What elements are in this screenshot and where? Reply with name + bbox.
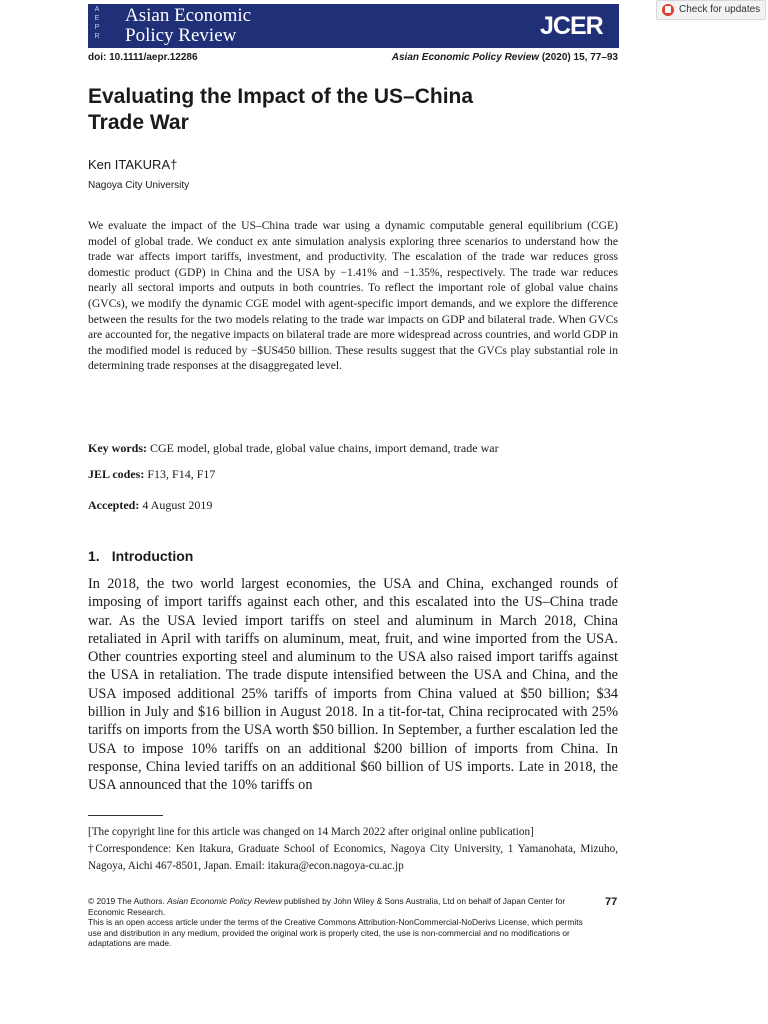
journal-abbrev-vertical: A E P R xyxy=(94,6,100,40)
page-number: 77 xyxy=(605,896,618,908)
article-title-line2: Trade War xyxy=(88,111,189,134)
jcer-logo: JCER xyxy=(540,12,603,40)
footnotes xyxy=(88,824,618,875)
check-for-updates-button[interactable] xyxy=(656,0,766,20)
check-for-updates-label: Check for updates xyxy=(679,4,761,15)
keywords-label: Key words: xyxy=(88,441,147,455)
keywords xyxy=(88,441,499,456)
section-heading xyxy=(88,548,193,564)
journal-name xyxy=(125,6,251,46)
crossmark-icon xyxy=(662,4,674,16)
copyright-prefix: © 2019 The Authors. xyxy=(88,896,168,906)
accepted-date xyxy=(88,498,212,513)
citation-journal: Asian Economic Policy Review xyxy=(391,52,540,63)
article-title-line1: Evaluating the Impact of the US–China xyxy=(88,85,474,108)
section-title: Introduction xyxy=(111,548,194,564)
citation-volume: (2020) 15, 77–93 xyxy=(539,52,618,63)
keywords-value: CGE model, global trade, global value chains, import demand, trade war xyxy=(147,441,499,455)
jel-codes xyxy=(88,467,215,482)
footnote-copyright-change: [The copyright line for this article was changed on 14 March 2022 after original online publication] xyxy=(88,826,534,838)
author-affiliation: Nagoya City University xyxy=(88,180,190,191)
abstract: We evaluate the impact of the US–China trade war using a dynamic computable general equilibrium (CGE) model of global trade. We conduct ex ante simulation analysis exploring three scenarios to understand how the trade war affects import tariffs, investment, and productivity. The escalation of the trade war reduces gross domestic product (GDP) in China and the USA by −1.41% and −1.35%, respectively. The trade war reduces nearly all sectoral imports and outputs in both countries. To reflect the important role of global value chains (GVCs), we modify the dynamic CGE model with agent-specific import demands, and we explore the difference between the results for the two models relating to the trade war impacts on GDP and bilateral trade. When GVCs are accounted for, the negative impacts on bilateral trade are more widespread across countries, and world GDP in the modified model is reduced by −$US450 billion. These results suggest that the GVCs play substantial role in determining trade responses at the disaggregated level. xyxy=(88,219,618,373)
jel-value: F13, F14, F17 xyxy=(144,467,216,481)
section-number: 1. xyxy=(88,548,100,564)
accepted-value: 4 August 2019 xyxy=(139,498,213,512)
accepted-label: Accepted: xyxy=(88,498,140,512)
footnote-correspondence: †Correspondence: Ken Itakura, Graduate School of Economics, Nagoya City University, 1 Yamanohata, Mizuho, Nagoya, Aichi 467-8501, Japan. Email: itakura@econ.nagoya-cu.ac.jp xyxy=(88,843,618,872)
license-footer xyxy=(88,896,598,949)
journal-name-line1: Asian Economic xyxy=(125,5,252,26)
doi-link[interactable]: doi: 10.1111/aepr.12286 xyxy=(88,52,198,63)
license-text: This is an open access article under the terms of the Creative Commons Attribution-NonCommercial-NoDerivs License, which permits use and distribution in any medium, provided the original work is properly cited, the use is non-commercial and no modifications or adaptations are made. xyxy=(88,917,583,949)
copyright-notice xyxy=(88,896,598,917)
copyright-journal: Asian Economic Policy Review xyxy=(167,896,282,906)
copyright-suffix: published by John Wiley & Sons Australia, Ltd on behalf of Japan Center for Economic Research. xyxy=(88,896,566,917)
jel-label: JEL codes: xyxy=(88,467,145,481)
article-title xyxy=(88,84,608,136)
footnote-divider xyxy=(88,815,163,816)
citation xyxy=(392,52,618,63)
journal-name-line2: Policy Review xyxy=(125,25,237,46)
author-name: Ken ITAKURA† xyxy=(88,157,178,172)
introduction-paragraph: In 2018, the two world largest economies, the USA and China, exchanged rounds of imposing of import tariffs against each other, and this escalated into the US–China trade war. As the USA levied import tariffs on steel and aluminum in March 2018, China retaliated in April with tariffs on aluminum, meat, fruit, and wine imported from the USA. Other countries exporting steel and aluminum to the USA also raised import tariffs against the USA in retaliation. The trade dispute intensified between the USA and China, and the USA imposed additional 25% tariffs of imports from China valued at $50 billion; $34 billion in July and $16 billion in August 2018. In a tit-for-tat, China reciprocated with 25% tariffs on imports from the USA worth $50 billion. In September, a further escalation led the USA to impose 10% tariffs on an additional $200 billion of imports from China. In response, China levied tariffs on an additional $60 billion of US imports. Late in 2018, the USA announced that the 10% tariffs on xyxy=(88,576,618,794)
